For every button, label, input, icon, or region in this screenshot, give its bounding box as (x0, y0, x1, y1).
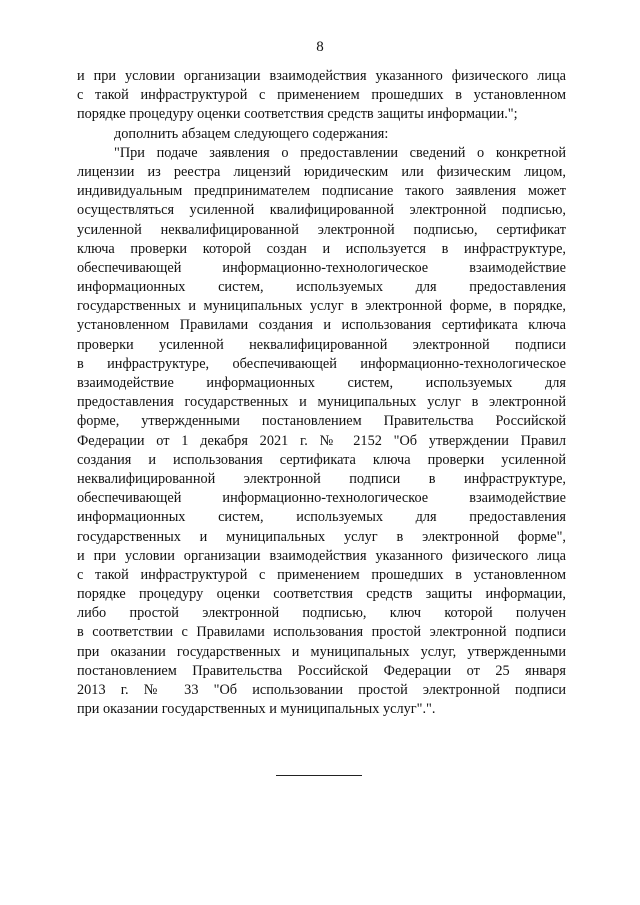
text-line: создания и использования сертификата ключа проверки усиленной (77, 451, 566, 468)
text-line: ключа проверки которой создан и используется в инфраструктуре, (77, 240, 566, 257)
text-line: и при условии организации взаимодействия указанного физического лица (77, 68, 566, 84)
text-line: проверки усиленной неквалифицированной электронной подписи (77, 336, 566, 353)
text-line: установленном Правилами создания и использования сертификата ключа (77, 317, 566, 334)
text-line: Федерации от 1 декабря 2021 г. № 2152 "Об утверждении Правил (77, 432, 566, 449)
text-line: взаимодействие информационных систем, используемых для (77, 375, 566, 391)
text-line: 2013 г. № 33 "Об использовании простой электронной подписи (77, 682, 566, 698)
text-line: индивидуальным предпринимателем подписание такого заявления может (77, 183, 566, 200)
document-body (77, 67, 566, 719)
text-line: либо простой электронной подписью, ключ которой получен (77, 605, 566, 622)
text-line: "При подаче заявления о предоставлении сведений о конкретной (114, 144, 566, 161)
text-line: с такой инфраструктурой с применением прошедших в установленном (77, 87, 566, 104)
text-line: форме, утвержденными постановлением Правительства Российской (77, 413, 566, 430)
text-line: и при условии организации взаимодействия указанного физического лица (77, 547, 566, 564)
text-line: в инфраструктуре, обеспечивающей информационно-технологическое (77, 355, 566, 372)
text-line: при оказании государственных и муниципальных услуг, утвержденными (77, 643, 566, 660)
text-line: постановлением Правительства Российской Федерации от 25 января (77, 662, 566, 679)
text-line: в соответствии с Правилами использования простой электронной подписи (77, 624, 566, 641)
text-line: при оказании государственных и муниципальных услуг".". (77, 701, 436, 718)
text-line: государственных и муниципальных услуг в электронной форме", (77, 528, 566, 545)
text-line: порядке процедуру оценки соответствия средств защиты информации, (77, 586, 566, 603)
text-line: неквалифицированной электронной подписи в инфраструктуре, (77, 470, 566, 487)
text-line: предоставления государственных и муниципальных услуг в электронной (77, 394, 566, 411)
page-number: 8 (316, 39, 324, 55)
text-line: обеспечивающей информационно-технологическое взаимодействие (77, 259, 566, 276)
end-separator-line (276, 775, 362, 776)
text-line: с такой инфраструктурой с применением прошедших в установленном (77, 566, 566, 583)
text-line: обеспечивающей информационно-технологическое взаимодействие (77, 490, 566, 507)
text-line: осуществляться усиленной квалифицированной электронной подписью, (77, 202, 566, 219)
text-line: информационных систем, используемых для предоставления (77, 279, 566, 296)
text-line: государственных и муниципальных услуг в электронной форме, в порядке, (77, 298, 566, 315)
text-line: усиленной неквалифицированной электронной подписью, сертификат (77, 221, 566, 238)
text-line: информационных систем, используемых для предоставления (77, 509, 566, 526)
text-line: порядке процедуру оценки соответствия средств защиты информации."; (77, 106, 518, 123)
text-line: лицензии из реестра лицензий юридическим или физическим лицом, (77, 163, 566, 180)
text-line: дополнить абзацем следующего содержания: (114, 125, 389, 142)
